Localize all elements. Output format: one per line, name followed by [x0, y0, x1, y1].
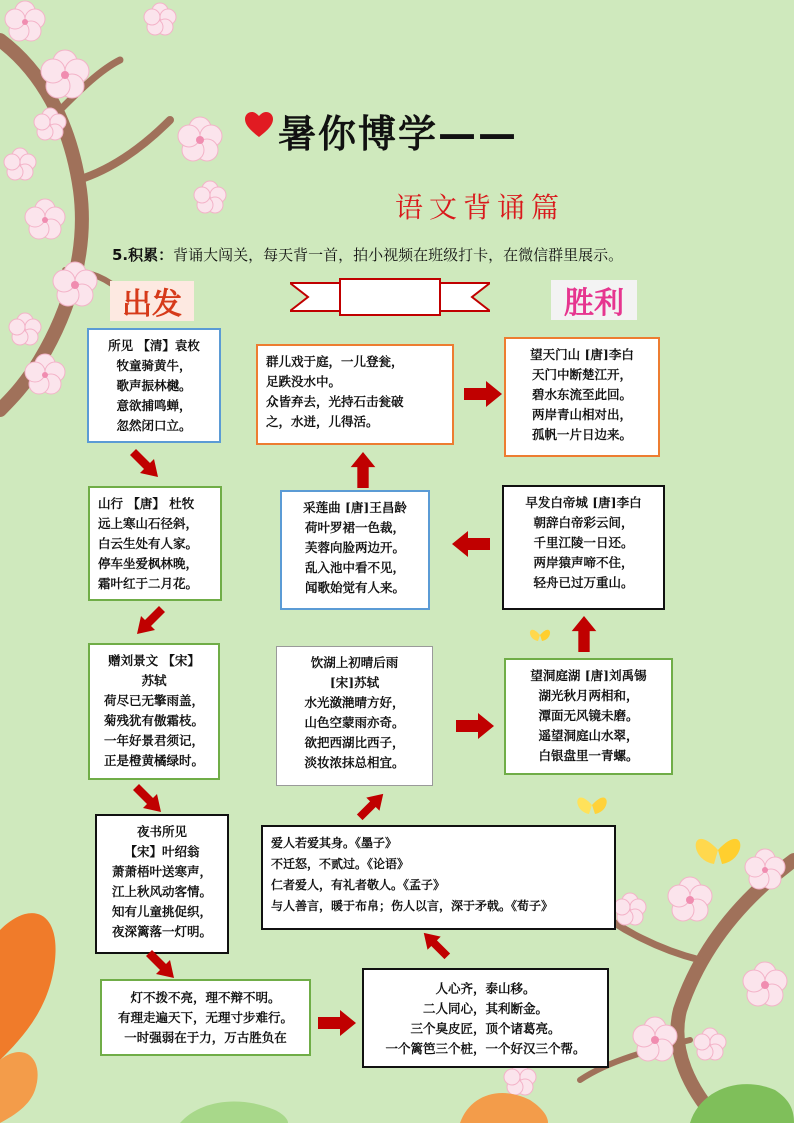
- poem-box-dongting: [504, 658, 673, 775]
- poem-box-suojian: [87, 328, 221, 443]
- poem-line: 潭面无风镜未磨。: [538, 708, 639, 723]
- arrow-down-right-icon: [130, 782, 166, 814]
- poem-line: 孤帆一片日边来。: [531, 427, 632, 442]
- quote-line: 一个篱笆三个桩，一个好汉三个帮。: [385, 1041, 586, 1056]
- arrow-left-icon: [452, 531, 490, 557]
- poem-line: 白银盘里一青螺。: [538, 748, 639, 763]
- poem-line: 闻歌始觉有人来。: [304, 580, 405, 595]
- poem-box-baidi: [502, 485, 665, 610]
- quote-line: 三个臭皮匠，顶个诸葛亮。: [410, 1021, 561, 1036]
- poem-line: 正是橙黄橘绿时。: [103, 753, 204, 768]
- ribbon-banner: [290, 277, 490, 317]
- poem-line: 遥望洞庭山水翠，: [538, 728, 639, 743]
- quote-line: 有理走遍天下，无理寸步难行。: [117, 1010, 293, 1025]
- poem-line: 赠刘景文 【宋】: [108, 653, 200, 668]
- poem-box-yinhu: [276, 646, 433, 786]
- quote-line: 一时强弱在于力，万古胜负在: [124, 1030, 287, 1045]
- poem-line: 歌声振林樾。: [116, 378, 192, 393]
- poem-line: 山行 【唐】 杜牧: [98, 496, 195, 511]
- quote-line: 灯不拨不亮，理不辩不明。: [130, 990, 281, 1005]
- start-label: 出发: [110, 281, 194, 321]
- poem-line: 湖光秋月两相和，: [538, 688, 639, 703]
- heart-icon: [245, 112, 273, 138]
- poem-line: 夜深篱落一灯明。: [111, 924, 212, 939]
- poem-line: 千里江陵一日还。: [533, 535, 634, 550]
- text-box-sima: [256, 344, 454, 445]
- poem-line: 菊残犹有傲霜枝。: [103, 713, 204, 728]
- poem-line: 远上寒山石径斜，: [98, 516, 199, 531]
- poem-line: 芙蓉向脸两边开。: [304, 540, 405, 555]
- poem-line: 停车坐爱枫林晚，: [98, 556, 199, 571]
- quote-line: 人心齐，泰山移。: [435, 981, 536, 996]
- poem-line: 霜叶红于二月花。: [98, 576, 199, 591]
- poem-box-yeshu: [95, 814, 229, 954]
- quote-line: 爱人若爱其身。《墨子》: [271, 836, 398, 850]
- poem-line: 朝辞白帝彩云间，: [533, 515, 634, 530]
- poem-line: 意欲捕鸣蝉，: [116, 398, 192, 413]
- page-title: 暑你博学——: [278, 112, 519, 156]
- quote-line: 不迁怒，不贰过。《论语》: [271, 857, 410, 871]
- poem-line: 饮湖上初晴后雨: [310, 655, 399, 670]
- poem-line: 轻舟已过万重山。: [533, 575, 634, 590]
- text-line: 之，水迸，儿得活。: [266, 414, 379, 429]
- poem-box-tianmen: [504, 337, 660, 457]
- poem-line: 水光潋滟晴方好，: [304, 695, 405, 710]
- arrow-right-icon: [318, 1010, 356, 1036]
- poem-line: 乱入池中看不见，: [304, 560, 405, 575]
- page-subtitle: 语文背诵篇: [395, 191, 566, 224]
- intro-text: 背诵大闯关，每天背一首，拍小视频在班级打卡，在微信群里展示。: [173, 246, 624, 264]
- poem-line: 知有儿童挑促织，: [111, 904, 212, 919]
- poem-line: 萧萧梧叶送寒声，: [111, 864, 212, 879]
- poem-line: 苏轼: [141, 673, 167, 688]
- poem-line: 两岸青山相对出，: [531, 407, 632, 422]
- poem-line: 【宋】叶绍翁: [124, 844, 200, 859]
- poem-line: 山色空蒙雨亦奇。: [304, 715, 405, 730]
- arrow-down-right-icon: [128, 447, 162, 479]
- arrow-down-left-icon: [133, 604, 167, 636]
- poem-line: 白云生处有人家。: [98, 536, 199, 551]
- poem-line: 淡妆浓抹总相宜。: [304, 755, 405, 770]
- poem-line: 所见 【清】袁枚: [108, 338, 200, 353]
- finish-label: 胜利: [551, 280, 637, 320]
- poem-line: 荷尽已无擎雨盖，: [103, 693, 204, 708]
- poem-line: 天门中断楚江开，: [531, 367, 632, 382]
- poem-line: 采莲曲 [唐]王昌龄: [303, 500, 407, 515]
- poem-line: 欲把西湖比西子，: [304, 735, 405, 750]
- quotes-box-dengbuba: [100, 979, 311, 1056]
- arrow-up-left-icon: [420, 929, 452, 963]
- quotes-box-renxin: [362, 968, 609, 1068]
- poem-line: 望天门山 [唐]李白: [530, 347, 634, 362]
- poem-line: 江上秋风动客情。: [111, 884, 212, 899]
- poem-line: 两岸猿声啼不住，: [533, 555, 634, 570]
- poem-line: 夜书所见: [136, 824, 187, 839]
- poem-line: 荷叶罗裙一色裁，: [304, 520, 405, 535]
- text-line: 众皆弃去，光持石击瓮破: [266, 394, 404, 409]
- poem-box-cailian: [280, 490, 430, 610]
- text-line: 群儿戏于庭，一儿登瓮，: [266, 354, 404, 369]
- arrow-up-right-icon: [355, 790, 387, 824]
- arrow-up-icon: [349, 452, 377, 488]
- arrow-up-icon: [570, 616, 598, 652]
- arrow-down-right-icon: [144, 948, 178, 980]
- poem-line: 牧童骑黄牛，: [116, 358, 192, 373]
- quotes-box-proverbs: [261, 825, 616, 930]
- quote-line: 仁者爱人，有礼者敬人。《孟子》: [271, 878, 446, 892]
- quote-line: 与人善言，暖于布帛；伤人以言，深于矛戟。《荀子》: [271, 899, 554, 913]
- poem-line: 望洞庭湖 [唐]刘禹锡: [530, 668, 647, 683]
- poem-line: [宋]苏轼: [329, 675, 380, 690]
- poem-line: 一年好景君须记，: [103, 733, 204, 748]
- intro-line: [112, 244, 623, 265]
- arrow-right-icon: [464, 381, 502, 407]
- quote-line: 二人同心，其利断金。: [422, 1001, 548, 1016]
- poem-line: 碧水东流至此回。: [531, 387, 632, 402]
- poem-line: 忽然闭口立。: [116, 418, 192, 433]
- text-line: 足跌没水中。: [266, 374, 342, 389]
- poem-line: 早发白帝城 [唐]李白: [525, 495, 642, 510]
- poem-box-zengliu: [88, 643, 220, 780]
- intro-label: 5.积累：: [112, 246, 174, 264]
- poem-box-shanxing: [88, 486, 222, 601]
- arrow-right-icon: [456, 713, 494, 739]
